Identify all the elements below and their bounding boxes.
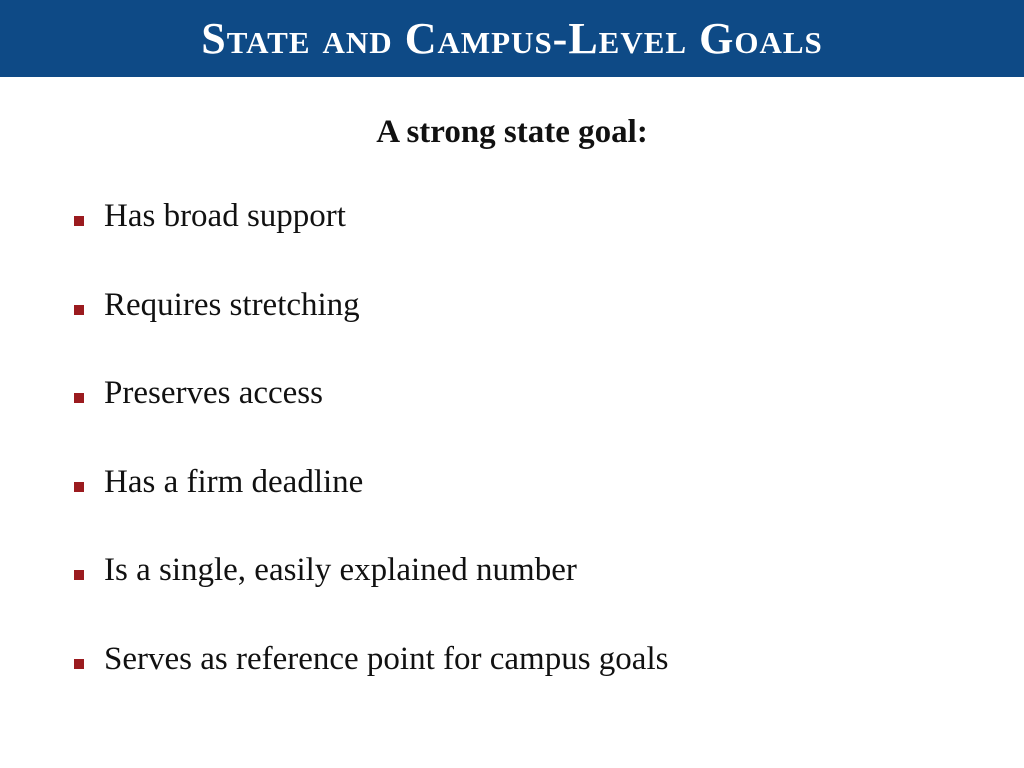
square-bullet-icon: [74, 393, 84, 403]
bullet-text: Has broad support: [104, 198, 346, 234]
square-bullet-icon: [74, 216, 84, 226]
list-item: [74, 287, 668, 376]
list-item: [74, 375, 668, 464]
bullet-text: Serves as reference point for campus goals: [104, 640, 669, 677]
bullet-text: Has a firm deadline: [104, 463, 364, 500]
title-bar: [0, 0, 1024, 77]
bullet-list: [74, 198, 668, 729]
list-item: [74, 464, 668, 553]
square-bullet-icon: [74, 570, 84, 580]
list-item: [74, 641, 668, 730]
slide-subtitle: A strong state goal:: [376, 114, 648, 150]
bullet-text: Is a single, easily explained number: [104, 552, 577, 588]
square-bullet-icon: [74, 482, 84, 492]
bullet-text: Preserves access: [104, 375, 323, 411]
slide-title: State and Campus-Level Goals: [201, 13, 823, 63]
bullet-text: Requires stretching: [104, 286, 360, 323]
list-item: [74, 552, 668, 641]
list-item: [74, 198, 668, 287]
square-bullet-icon: [74, 305, 84, 315]
square-bullet-icon: [74, 659, 84, 669]
